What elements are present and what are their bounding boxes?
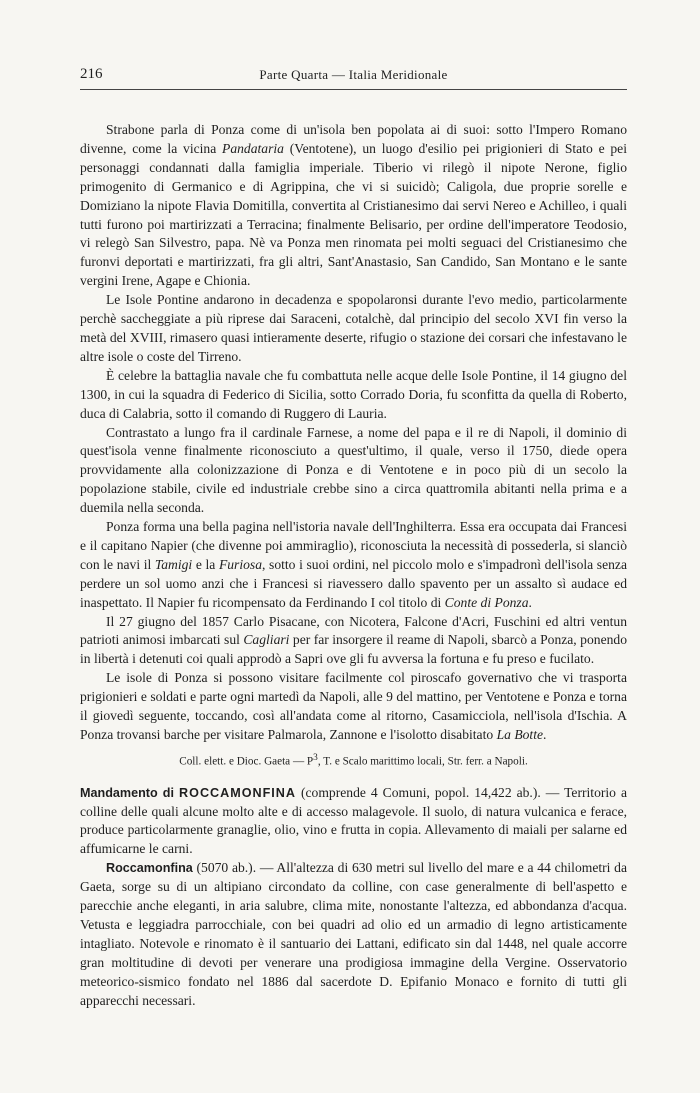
paragraph-isole-pontine: Le Isole Pontine andarono in decadenza e spopolaronsi durante l'evo medio, particolarmente perchè saccheggiate a più riprese dai Saraceni, cotalchè, dal principio del secolo XVI fin verso la metà del XVIII, rimasero quasi intieramente deserte, rifugio o stazione dei corsari che infestavano le altre isole o coste del Tirreno. [80,292,627,364]
paragraph-pisacane: Il 27 giugno del 1857 Carlo Pisacane, con Nicotera, Falcone d'Acri, Fuschini ed altri ventun patrioti animosi imbarcati sul Cagliari per far insorgere il reame di Napoli, sbarcò a Ponza, ponendo in libertà i detenuti coi quali approdò a Sapri ove gli fu avversa la fortuna e fu preso e fucilato. [80,613,627,667]
paragraph-battaglia: È celebre la battaglia navale che fu combattuta nelle acque delle Isole Pontine, il 14 giugno del 1300, in cui la squadra di Federico di Sicilia, sotto Corrado Doria, fu sconfitta da quella di Roberto, duca di Calabria, sotto il comando di Ruggero di Lauria. [80,367,627,421]
paragraph-farnese: Contrastato a lungo fra il cardinale Farnese, a nome del papa e il re di Napoli, il dominio di quest'isola venne finalmente riconosciuto a quest'ultimo, il quale, verso il 1750, diede opera provvidamente alla colonizzazione di Ponza e di Ventotene e in poco più di un secolo la popolazione stabile, civile ed industriale crebbe sino a circa quattromila abitanti nella prima e a duemila nella seconda. [80,424,627,516]
administrative-note: Coll. elett. e Dioc. Gaeta — $P^3$, T. e Scalo marittimo locali, Str. ferr. a Napoli. [179,752,528,768]
paragraph-roccamonfina: Roccamonfina (5070 ab.). — All'altezza di 630 metri sul livello del mare e a 44 chilometri da Gaeta, sorge su di un altipiano circondato da colline, con case generalmente di bell'aspetto e parecchie anche eleganti, in aria salubre, clima mite, nonostante l'altezza, ed abbondanza d'acqua. Vetusta e leggiadra parrocchiale, con bei quadri ad olio ed un armadio di legno artisticamente intagliato. Notevole e rinomato è il santuario dei Lattani, edificato sin dal 1448, nel quale accorre gran moltitudine di devoti per venerare una prodigiosa immagine della Vergine. Osservatorio meteorico-sismico fondato nel 1886 dal sacerdote D. Epifanio Monaco e fornito di tutti gli apparecchi necessari. [80,860,627,1008]
header-rule [80,89,627,90]
paragraph-mandamento: Mandamento di ROCCAMONFINA (comprende 4 Comuni, popol. 14,422 ab.). — Territorio a colline delle quali alcune molto alte e di accesso malagevole. Il suolo, di natura vulcanica e ferace, produce particolarmente granaglie, olio, vino e frutta in copia. Allevamento di maiali per salarne ed affumicarne le carni. [80,784,627,857]
page-number: 216 [80,66,103,82]
paragraph-napier: Ponza forma una bella pagina nell'istoria navale dell'Inghilterra. Essa era occupata dai Francesi e il capitano Napier (che divenne poi ammiraglio), riconosciuta la necessità di possederla, si slanciò con le navi il Tamigi e la Furiosa, sotto i suoi ordini, nel piccolo molo e s'impadronì dell'isola senza perdere un sol uomo anzi che i Francesi si riavessero dallo spavento per un assalto sì audace ed inaspettato. Il Napier fu ricompensato da Ferdinando I col titolo di Conte di Ponza. [80,519,627,610]
page-header [80,66,627,88]
paragraph-piroscafo: Le isole di Ponza si possono visitare facilmente col piroscafo governativo che vi trasporta prigionieri e soldati e parte ogni martedì da Napoli, alle 9 del mattino, per Ventotene e Ponza e torna il giovedì seguente, toccando, così all'andata come al ritorno, Casamicciola, nell'isola d'Ischia. A Ponza trovansi barche per visitare Palmarola, Zannone e l'isolotto disabitato La Botte. [80,670,627,742]
paragraph-strabone: Strabone parla di Ponza come di un'isola ben popolata ai di suoi: sotto l'Impero Romano divenne, come la vicina Pandataria (Ventotene), un luogo d'esilio pei prigionieri di Stato e pei personaggi condannati dalla famiglia imperiale. Tiberio vi rilegò il nipote Nerone, figlio primogenito di Germanico e di Agrippina, che vi si suicidò; Caligola, due proprie sorelle e Domiziano la nipote Flavia Domitilla, convertita al Cristianesimo dai servi Nereo e Achilleo, i quali tutti furono poi martirizzati a Terracina; finalmente Belisario, per ordine dell'imperatore Teodosio, vi relegò San Silvestro, papa. Nè va Ponza men rinomata pei molti seguaci del Cristianesimo che furonvi deportati e martirizzati, fra gli altri, Sant'Anastasio, San Candido, San Montano e le sante vergini Irene, Agape e Chionia. [80,122,627,289]
running-title: Parte Quarta — Italia Meridionale [259,67,448,82]
page-body [80,121,627,1011]
